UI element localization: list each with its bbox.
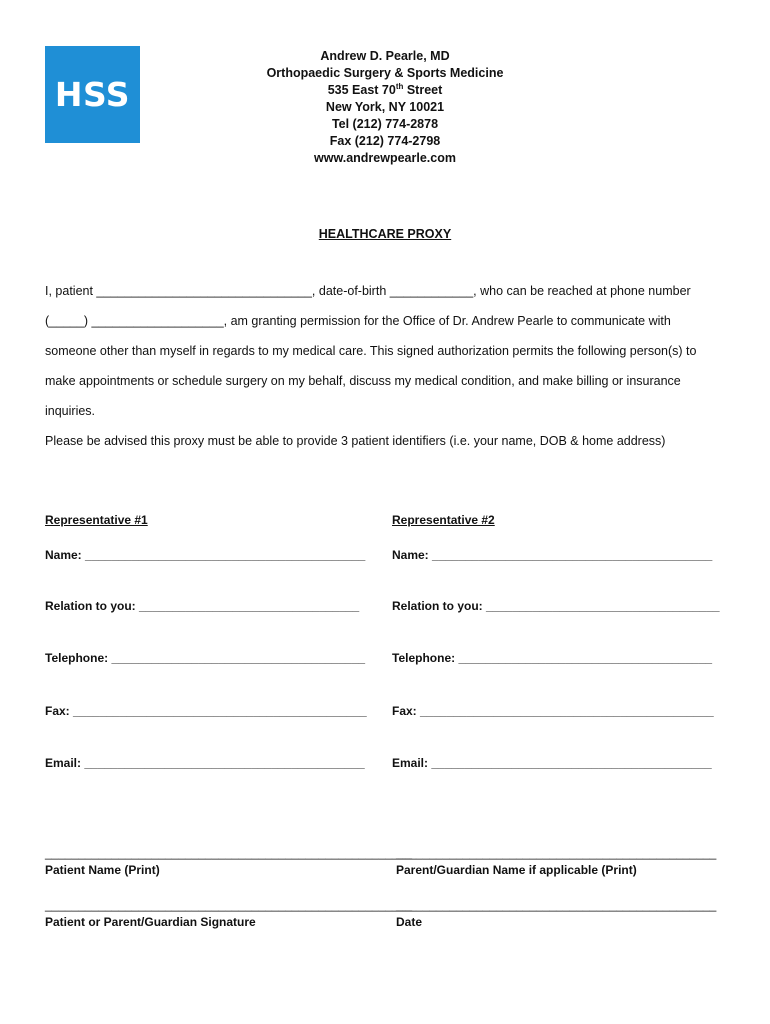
patient-name-label: Patient Name (Print) (45, 863, 160, 877)
telephone-number: Tel (212) 774-2878 (331, 117, 439, 131)
rep2-name-field[interactable]: Name: __________________________________________ (392, 548, 713, 562)
document-title: HEALTHCARE PROXY (318, 227, 452, 241)
body-line-3: someone other than myself in regards to my medical care. This signed authorization permits the following person(s) to (45, 344, 697, 358)
body-line-1: I, patient _______________________________, date-of-birth ____________, who can be reached at phone number (45, 284, 691, 298)
signature-line[interactable]: _______________________________________________________ (45, 898, 413, 912)
fax-number: Fax (212) 774-2798 (329, 134, 441, 148)
doctor-name: Andrew D. Pearle, MD (320, 49, 450, 63)
street-rest: Street (403, 83, 443, 97)
body-line-5: inquiries. (45, 404, 96, 418)
rep1-email-field[interactable]: Email: __________________________________________ (45, 756, 365, 770)
body-line-4: make appointments or schedule surgery on my behalf, discuss my medical condition, and make billing or insurance (45, 374, 681, 388)
body-line-2: (_____) ___________________, am granting permission for the Office of Dr. Andrew Pearle to communicate with (45, 314, 671, 328)
street-suffix: th (395, 81, 404, 91)
guardian-name-line[interactable]: ________________________________________________ (396, 846, 717, 860)
street-address (230, 82, 540, 99)
letterhead (230, 48, 540, 167)
rep2-fax-field[interactable]: Fax: ____________________________________________ (392, 704, 714, 718)
rep1-telephone-field[interactable]: Telephone: ______________________________________ (45, 651, 366, 665)
specialty: Orthopaedic Surgery & Sports Medicine (266, 66, 504, 80)
rep2-email-field[interactable]: Email: __________________________________________ (392, 756, 712, 770)
hss-logo-text: HSS (54, 75, 131, 114)
rep1-fax-field[interactable]: Fax: ____________________________________________ (45, 704, 367, 718)
rep2-telephone-field[interactable]: Telephone: ______________________________________ (392, 651, 713, 665)
rep2-relation-field[interactable]: Relation to you: ___________________________________ (392, 599, 720, 613)
body-line-6: Please be advised this proxy must be able to provide 3 patient identifiers (i.e. your name, DOB & home address) (45, 434, 666, 448)
patient-name-line[interactable]: _______________________________________________________ (45, 846, 413, 860)
city-state-zip: New York, NY 10021 (325, 100, 445, 114)
date-label: Date (396, 915, 423, 929)
guardian-name-label: Parent/Guardian Name if applicable (Print) (396, 863, 637, 877)
hss-logo (45, 46, 140, 143)
representative-1-heading: Representative #1 (45, 513, 148, 527)
signature-label: Patient or Parent/Guardian Signature (45, 915, 256, 929)
website: www.andrewpearle.com (314, 151, 456, 165)
rep1-name-field[interactable]: Name: __________________________________________ (45, 548, 366, 562)
rep1-relation-field[interactable]: Relation to you: _________________________________ (45, 599, 360, 613)
street-number: 535 East 70 (327, 83, 396, 97)
date-line[interactable]: ________________________________________________ (396, 898, 717, 912)
representative-2-heading: Representative #2 (392, 513, 495, 527)
